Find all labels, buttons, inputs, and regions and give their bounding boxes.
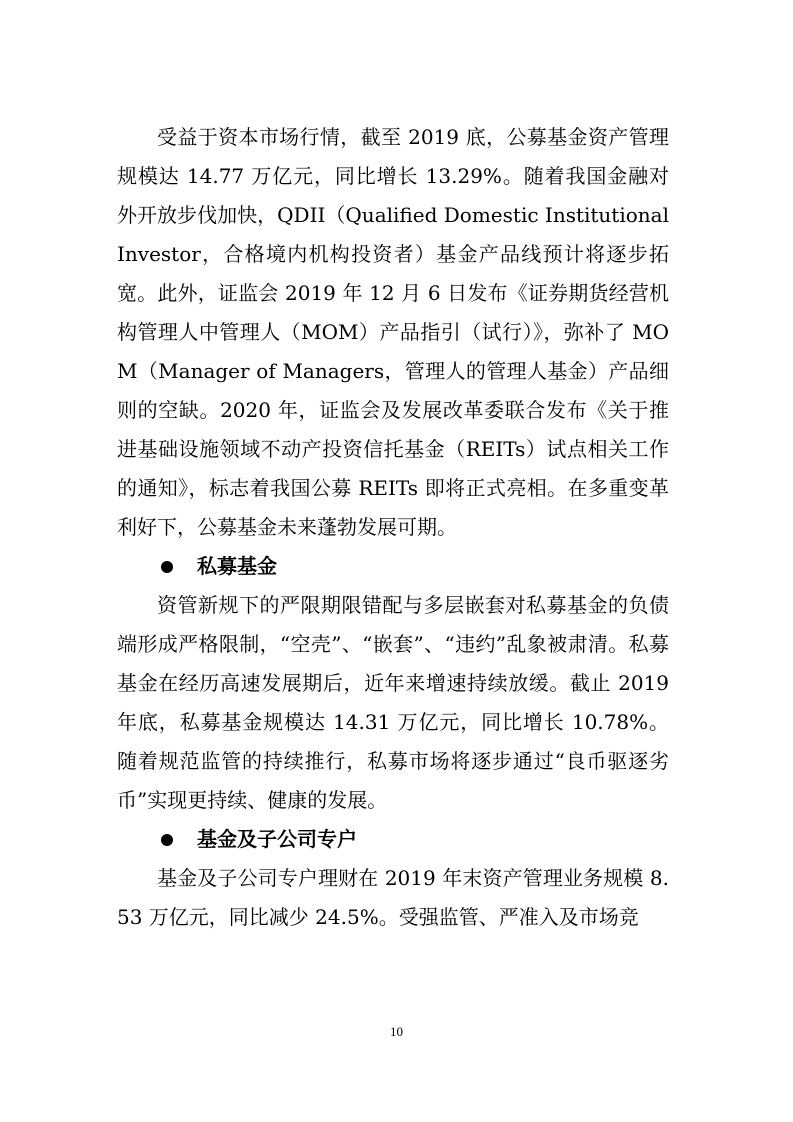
paragraph-subsidiary: 基金及子公司专户理财在 2019 年末资产管理业务规模 8.53 万亿元，同比减少 24.5%。受强监管、严准入及市场竞 (117, 866, 669, 929)
section-heading-private-fund (117, 547, 669, 586)
bullet-icon (161, 561, 173, 573)
document-body (117, 118, 669, 937)
bullet-icon (161, 834, 173, 846)
page-number: 10 (390, 1024, 403, 1039)
paragraph-private-fund: 资管新规下的严限期限错配与多层嵌套对私募基金的负债端形成严格限制，“空壳”、“嵌套”、“违约”乱象被肃清。私募基金在经历高速发展期后，近年来增速持续放缓。截止 2019 年底，私募基金规模达 14.31 万亿元，同比增长 10.78%。随着规范监管的持续推行，私募市场将逐步通过“良币驱逐劣币”实现更持续、健康的发展。 (117, 593, 669, 812)
section-heading-subsidiary (117, 820, 669, 859)
heading-text: 私募基金 (197, 554, 277, 578)
paragraph-public-fund: 受益于资本市场行情，截至 2019 底，公募基金资产管理规模达 14.77 万亿元，同比增长 13.29%。随着我国金融对外开放步伐加快，QDII（Qualified Domestic Institutional Investor，合格境内机构投资者）基金产品线预计将逐步拓宽。此外，证监会 2019 年 12 月 6 日发布《证券期货经营机构管理人中管理人（MOM）产品指引（试行）》，弥补了 MOM（Manager of Managers，管理人的管理人基金）产品细则的空缺。2020 年，证监会及发展改革委联合发布《关于推进基础设施领域不动产投资信托基金（REITs）试点相关工作的通知》，标志着我国公募 REITs 即将正式亮相。在多重变革利好下，公募基金未来蓬勃发展可期。 (117, 125, 669, 539)
heading-text: 基金及子公司专户 (197, 827, 357, 851)
